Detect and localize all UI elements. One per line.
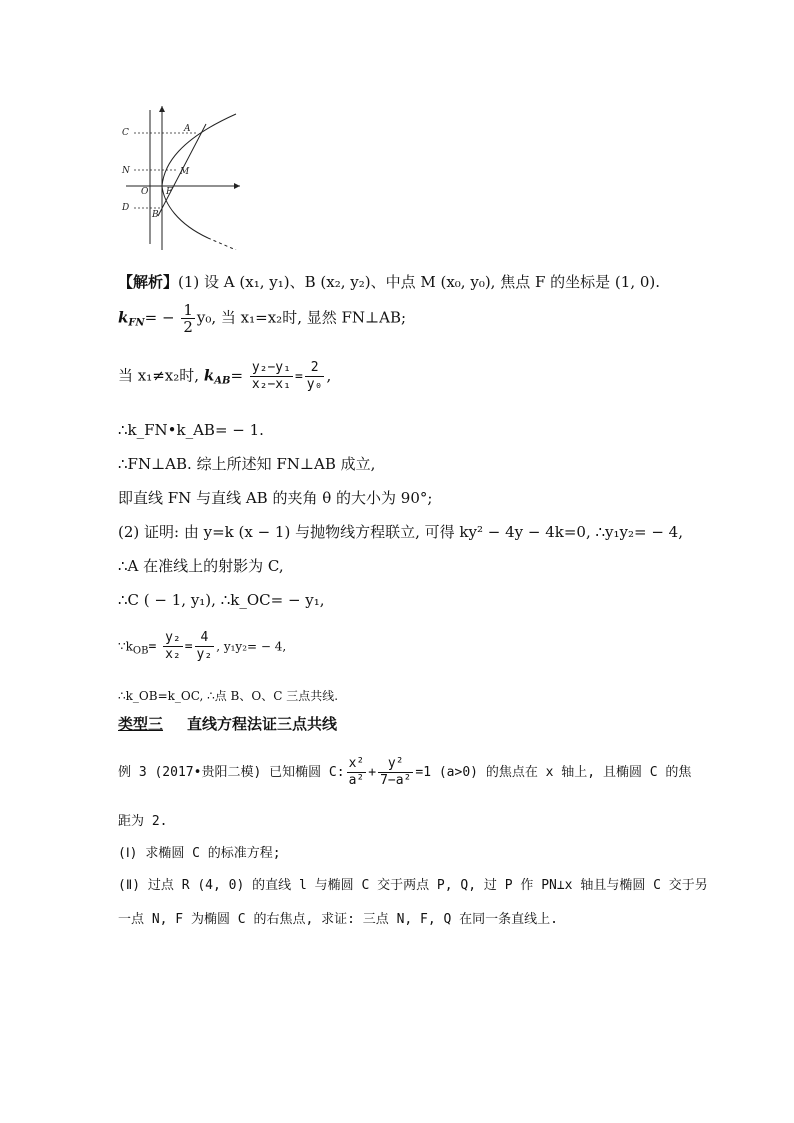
example-f2-num: y² <box>387 756 404 771</box>
kab-eq: = <box>230 366 244 385</box>
kob-line <box>118 630 286 663</box>
example-plus: + <box>368 765 377 780</box>
kab-sub: AB <box>214 375 231 387</box>
c-point-line: ∴C ( − 1, y₁), ∴k_OC= − y₁, <box>118 591 325 609</box>
y-axis-arrow <box>159 106 165 112</box>
kfn-rest: y₀, 当 x₁=x₂时, 显然 FN⊥AB; <box>196 308 407 327</box>
part2-line: (2) 证明: 由 y=k (x − 1) 与抛物线方程联立, 可得 ky² − 4y − 4k=0, ∴y₁y₂= − 4, <box>118 523 683 541</box>
product-line: ∴k_FN•k_AB= − 1. <box>118 421 264 439</box>
kob-den: x₂ <box>165 647 181 662</box>
kab-tail: , <box>326 366 332 385</box>
example-fraction1 <box>347 756 367 789</box>
label-m: M <box>180 167 190 177</box>
kob-eq2: = <box>184 639 193 655</box>
kab-line <box>118 360 331 393</box>
example-f1-den: a² <box>348 773 365 788</box>
kab-eq2: = <box>294 369 303 385</box>
kfn-line <box>118 302 406 335</box>
kfn-num: 1 <box>183 301 193 319</box>
example-line2: 距为 2. <box>118 814 168 829</box>
label-o: O <box>141 187 149 197</box>
section-heading-line <box>118 714 337 734</box>
example-q2-line2: 一点 N, F 为椭圆 C 的右焦点, 求证: 三点 N, F, Q 在同一条直线上. <box>118 912 559 927</box>
solution-tag: 【解析】 <box>118 273 179 291</box>
collinear-line: ∴k_OB=k_OC, ∴点 B、O、C 三点共线. <box>118 689 339 703</box>
kob-fraction <box>163 630 183 663</box>
kob-pre: ∵k <box>118 639 133 654</box>
example-pre: 例 3 (2017•贵阳二模) 已知椭圆 C: <box>118 765 345 780</box>
kfn-fraction <box>181 302 195 335</box>
projection-line: ∴A 在准线上的射影为 C, <box>118 557 284 575</box>
kfn-lhs: k <box>118 308 129 327</box>
kab-den: x₂−x₁ <box>251 377 291 392</box>
kob-sub: OB <box>132 645 149 657</box>
kfn-sub: FN <box>128 317 145 329</box>
perp-line: ∴FN⊥AB. 综上所述知 FN⊥AB 成立, <box>118 455 376 473</box>
example-post: =1 (a>0) 的焦点在 x 轴上, 且椭圆 C 的焦 <box>415 765 692 780</box>
part1-intro: (1) 设 A (x₁, y₁)、B (x₂, y₂)、中点 M (x₀, y₀), 焦点 F 的坐标是 (1, 0). <box>178 273 661 291</box>
kab-num: y₂−y₁ <box>251 360 291 375</box>
kab-pre: 当 x₁≠x₂时, <box>118 366 200 385</box>
label-n: N <box>122 166 130 176</box>
label-a: A <box>184 124 191 134</box>
solution-part1-line <box>118 272 660 292</box>
kab-fraction2 <box>305 360 325 393</box>
parabola-lower-dashed <box>208 238 236 250</box>
kob-num: y₂ <box>165 630 181 645</box>
kfn-eq: = − <box>144 308 175 327</box>
kob-tail: , y₁y₂= − 4, <box>216 639 287 654</box>
section-title: 直线方程法证三点共线 <box>187 715 338 733</box>
example-fraction2 <box>378 756 413 789</box>
angle-line: 即直线 FN 与直线 AB 的夹角 θ 的大小为 90°; <box>118 489 433 507</box>
kfn-den: 2 <box>183 318 193 336</box>
kab-fraction <box>250 360 293 393</box>
label-c: C <box>122 128 129 138</box>
label-d: D <box>122 203 130 213</box>
kab-den2: y₀ <box>306 377 323 392</box>
x-axis-arrow <box>234 183 240 189</box>
example-f2-den: 7−a² <box>380 773 412 788</box>
parabola-figure <box>118 104 240 250</box>
section-heading: 类型三 <box>118 715 164 733</box>
example-q2-line1: (Ⅱ) 过点 R (4, 0) 的直线 l 与椭圆 C 交于两点 P, Q, 过 P 作 PN⊥x 轴且与椭圆 C 交于另 <box>118 878 708 893</box>
kab-lhs: k <box>203 366 215 385</box>
label-b: B <box>152 210 159 220</box>
example-line1 <box>118 756 691 789</box>
kab-num2: 2 <box>310 360 319 375</box>
kob-fraction2 <box>195 630 215 663</box>
example-q1: (Ⅰ) 求椭圆 C 的标准方程; <box>118 846 281 861</box>
kob-eq: = <box>148 639 157 655</box>
parabola-upper <box>162 114 236 186</box>
example-f1-num: x² <box>348 756 365 771</box>
kob-den2: y₂ <box>196 647 213 662</box>
label-f: F <box>166 187 173 197</box>
kob-num2: 4 <box>200 630 209 645</box>
